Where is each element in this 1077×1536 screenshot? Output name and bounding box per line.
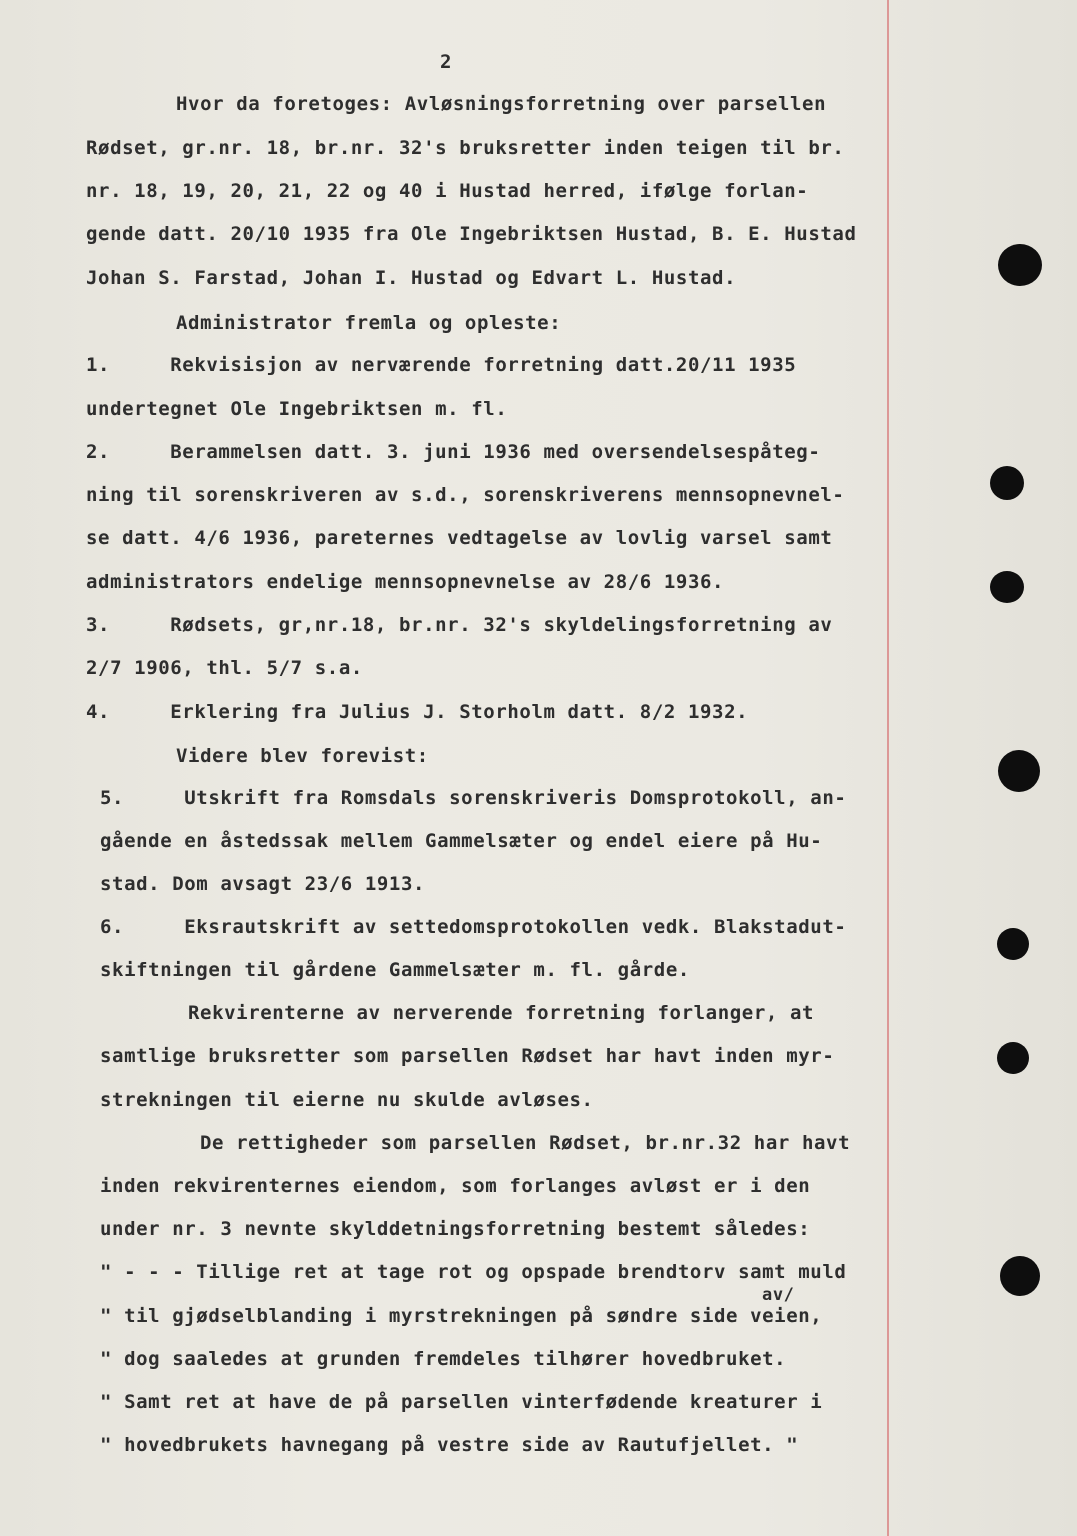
text-line: gende datt. 20/10 1935 fra Ole Ingebriktsen Hustad, B. E. Hustad bbox=[86, 223, 857, 245]
text-line: nr. 18, 19, 20, 21, 22 og 40 i Hustad herred, ifølge forlan- bbox=[86, 180, 809, 202]
text-line: Videre blev forevist: bbox=[176, 745, 429, 767]
text-line: 2/7 1906, thl. 5/7 s.a. bbox=[86, 657, 363, 679]
text-line: gående en åstedssak mellem Gammelsæter og endel eiere på Hu- bbox=[100, 830, 823, 852]
text-line: 6. Eksrautskrift av settedomsprotokollen vedk. Blakstadut- bbox=[100, 916, 847, 938]
text-line: 5. Utskrift fra Romsdals sorenskriveris Domsprotokoll, an- bbox=[100, 787, 847, 809]
interlinear-note: av/ bbox=[762, 1285, 795, 1305]
text-line: Rødset, gr.nr. 18, br.nr. 32's bruksretter inden teigen til br. bbox=[86, 137, 845, 159]
text-line: Administrator fremla og opleste: bbox=[176, 312, 562, 334]
text-line: stad. Dom avsagt 23/6 1913. bbox=[100, 873, 426, 895]
text-line: " dog saaledes at grunden fremdeles tilhører hovedbruket. bbox=[100, 1348, 787, 1370]
punch-hole bbox=[990, 571, 1024, 603]
text-line: skiftningen til gårdene Gammelsæter m. fl. gårde. bbox=[100, 959, 690, 981]
text-line: 3. Rødsets, gr,nr.18, br.nr. 32's skyldelingsforretning av bbox=[86, 614, 833, 636]
text-line: under nr. 3 nevnte skylddetningsforretning bestemt således: bbox=[100, 1218, 811, 1240]
text-line: strekningen til eierne nu skulde avløses. bbox=[100, 1089, 594, 1111]
punch-hole bbox=[998, 244, 1042, 286]
text-line: ning til sorenskriveren av s.d., sorenskriverens mennsopnevnel- bbox=[86, 484, 845, 506]
text-line: 4. Erklering fra Julius J. Storholm datt. 8/2 1932. bbox=[86, 701, 749, 723]
text-line: 2. Berammelsen datt. 3. juni 1936 med oversendelsespåteg- bbox=[86, 441, 821, 463]
text-line: Johan S. Farstad, Johan I. Hustad og Edvart L. Hustad. bbox=[86, 267, 737, 289]
page-number: 2 bbox=[440, 51, 453, 73]
punch-hole bbox=[1000, 1256, 1040, 1296]
text-line: administrators endelige mennsopnevnelse av 28/6 1936. bbox=[86, 571, 725, 593]
margin-rule bbox=[887, 0, 889, 1536]
punch-hole bbox=[998, 750, 1040, 792]
punch-hole bbox=[990, 466, 1024, 500]
text-line: " hovedbrukets havnegang på vestre side av Rautufjellet. " bbox=[100, 1434, 799, 1456]
text-line: " Samt ret at have de på parsellen vinterfødende kreaturer i bbox=[100, 1391, 823, 1413]
text-line: undertegnet Ole Ingebriktsen m. fl. bbox=[86, 398, 508, 420]
text-line: 1. Rekvisisjon av nerværende forretning datt.20/11 1935 bbox=[86, 354, 797, 376]
text-line: Hvor da foretoges: Avløsningsforretning over parsellen bbox=[176, 93, 827, 115]
punch-hole bbox=[997, 1042, 1029, 1074]
text-line: inden rekvirenternes eiendom, som forlanges avløst er i den bbox=[100, 1175, 811, 1197]
text-line: " - - - Tillige ret at tage rot og opspade brendtorv samt muld bbox=[100, 1261, 847, 1283]
text-line: samtlige bruksretter som parsellen Rødset har havt inden myr- bbox=[100, 1045, 835, 1067]
text-line: Rekvirenterne av nerverende forretning forlanger, at bbox=[188, 1002, 815, 1024]
text-line: " til gjødselblanding i myrstrekningen på søndre side veien, bbox=[100, 1305, 823, 1327]
text-line: De rettigheder som parsellen Rødset, br.nr.32 har havt bbox=[200, 1132, 851, 1154]
punch-hole bbox=[997, 928, 1029, 960]
text-line: se datt. 4/6 1936, pareternes vedtagelse av lovlig varsel samt bbox=[86, 527, 833, 549]
